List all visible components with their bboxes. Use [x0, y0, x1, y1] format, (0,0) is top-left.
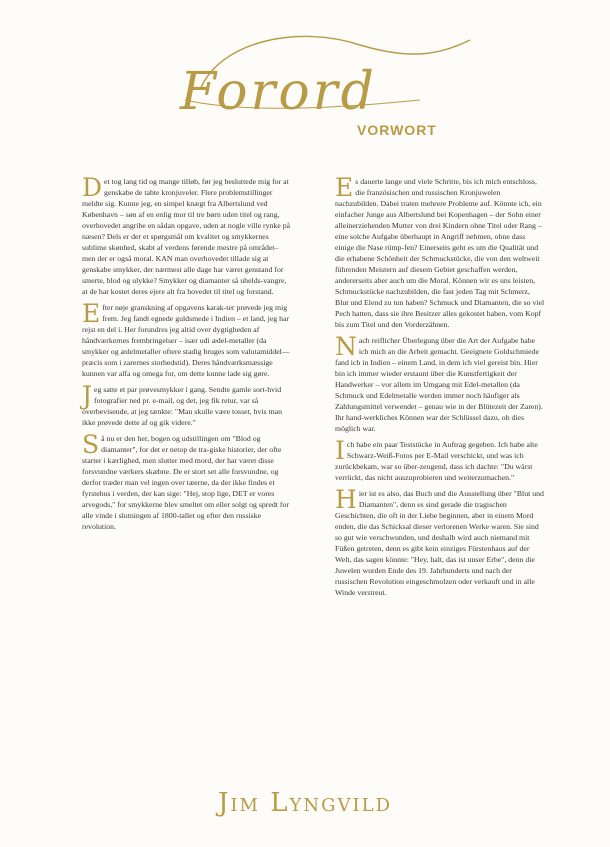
dropcap: H — [335, 485, 357, 514]
dropcap: S — [82, 430, 100, 459]
paragraph — [335, 485, 545, 598]
paragraph-text: å nu er den her, bogen og udstillingen om "Blod og diamanter", for det er netop de tra-giske historier, der ofte starter i kærlighed, men slutter med mord, der har været disse forsvundne værkers skæbne. De er stort set alle forsvundne, og derfor træder man vel ingen over tæerne, da der ikke findes et fyrstehus i verden, der kan sige: "Hej, stop lige, DET er vores arvegods," for smykkerne blev smeltet om eller solgt og spredt for alle vinde i slutningen af 1800-tallet og efter den russiske revolution. — [82, 434, 289, 531]
paragraph-text: eg satte et par prøvesmykker i gang. Sendte gamle sort-hvid fotografier ned pr. e-mail, og det, jeg fik retur, var så overbevisende, at jeg tænkte: "Man skulle være tosset, hvis man ikke prøvede dette af og gik videre." — [82, 385, 283, 427]
german-column — [335, 173, 545, 603]
paragraph-text: fter nøje granskning af opgavens karak-ter prøvede jeg mig frem. Jeg fandt egnede guldsmede i Indien – et land, jeg har rejst en del i. Her forundres jeg altid over dygtigheden af håndværkernes frembringelser – især udi ædel-metaller (da smykker og ædelmetaller oftere stadig bruges som valutamiddel—præcis som i zarernes storhedstid). Deres håndværksmæssige kunnen var alfa og omega for, om dette kunne lade sig gøre. — [82, 303, 290, 378]
page-header — [0, 0, 610, 150]
paragraph-text: s dauerte lange und viele Schritte, bis ich mich entschloss, die französischen und russischen Kronjuwelen nachzubilden. Dabei traten mehrere Probleme auf. Könnte ich, ein einfacher Junge aus Albertslund bei Kopenhagen – der Sohn einer alleinerziehenden Mutter von drei Kindern ohne Titel oder Rang – eine solche Aufgabe überhaupt in Angriff nehmen, ohne dass einige die Nase rümp-fen? Einerseits geht es um die Qualität und die erhabene Schönheit der Schmuckstücke, die von den weltweit führenden Meistern auf diesem Gebiet geschaffen werden, andererseits aber auch um die Moral. Können wir es uns leisten, Schmuckstücke nachzubilden, die fast jeden Tag mit Schmerz, Blut und Elend zu tun haben? Schmuck und Diamanten, die so viel Pech hatten, dass sie ihre Besitzer alles gekostet haben, vom Kopf bis zum Titel und den Vorderzähnen. — [335, 177, 545, 329]
dropcap: I — [335, 436, 345, 465]
dropcap: J — [82, 381, 93, 410]
dropcap: D — [82, 173, 103, 202]
paragraph — [335, 173, 545, 330]
paragraph — [82, 381, 292, 428]
paragraph-text: et tog lang tid og mange tilløb, før jeg besluttede mig for at genskabe de tabte kronjuveler. Flere problemstillinger meldte sig. Kunne jeg, en simpel knægt fra Albertslund ved København – søn af en enlig mor til tre børn uden titel og rang, overhovedet angribe en sådan opgave, uden at nogle ville rynke på næsen? Dels er der et spørgsmål om kvalitet og smykkernes sublime skønhed, skabt af verdens førende mestre på området– men der er også moral. KAN man overhovedet tillade sig at genskabe smykker, der nærmest alle dage har været genstand for smerte, blod og ulykke? Smykker og diamanter så uhelds-vangre, at de har kostet deres ejere alt fra hovedet til titel og forstand. — [82, 177, 291, 296]
paragraph — [82, 299, 292, 379]
author-signature: Jim Lyngvild — [218, 788, 392, 818]
page-title: Forord — [180, 62, 377, 122]
dropcap: N — [335, 332, 357, 361]
danish-column — [82, 173, 292, 537]
paragraph — [82, 430, 292, 532]
paragraph — [335, 436, 545, 483]
page-subtitle: VORWORT — [357, 122, 437, 138]
paragraph-text: ier ist es also, das Buch und die Ausstellung über "Blut und Diamanten", denn es sind gerade die tragischen Geschichten, die oft in der Liebe beginnen, aber in einem Mord enden, die das Schicksal dieser verlorenen Werke waren. Sie sind so gut wie verschwunden, und deshalb wird auch niemand mit Füßen getreten, denn es gibt kein einziges Fürstenhaus auf der Welt, das sagen könnte: "Hey, halt, das ist unser Erbe", denn die Juwelen wurden Ende des 19. Jahrhunderts und nach der russischen Revolution eingeschmolzen oder verkauft und in alle Winde verstreut. — [335, 489, 544, 597]
paragraph — [335, 332, 545, 434]
paragraph-text: ch habe ein paar Teststücke in Auftrag gegeben. Ich habe alte Schwarz-Weiß-Fotos per E-Mail verschickt, und was ich zurückbekam, war so über-zeugend, dass ich dachte: "Du wärst verrückt, das nicht auszuprobieren und weiterzumachen." — [335, 440, 538, 482]
dropcap: E — [82, 299, 101, 328]
paragraph-text: ach reiflicher Überlegung über die Art der Aufgabe habe ich mich an die Arbeit gemacht. Geeignete Goldschmiede fand ich in Indien – einem Land, in dem ich viel gereist bin. Hier bin ich immer wieder erstaunt über die Kunstfertigkeit der Handwerker – vor allem im Umgang mit Edel-metallen (da Schmuck und Edelmetalle werden immer noch häufiger als Zahlungsmittel verwendet – genau wie in der Blütezeit der Zaren). Ihr hand-werkliches Können war der Schlüssel dazu, ob dies möglich war. — [335, 336, 543, 433]
paragraph — [82, 173, 292, 297]
dropcap: E — [335, 173, 354, 202]
